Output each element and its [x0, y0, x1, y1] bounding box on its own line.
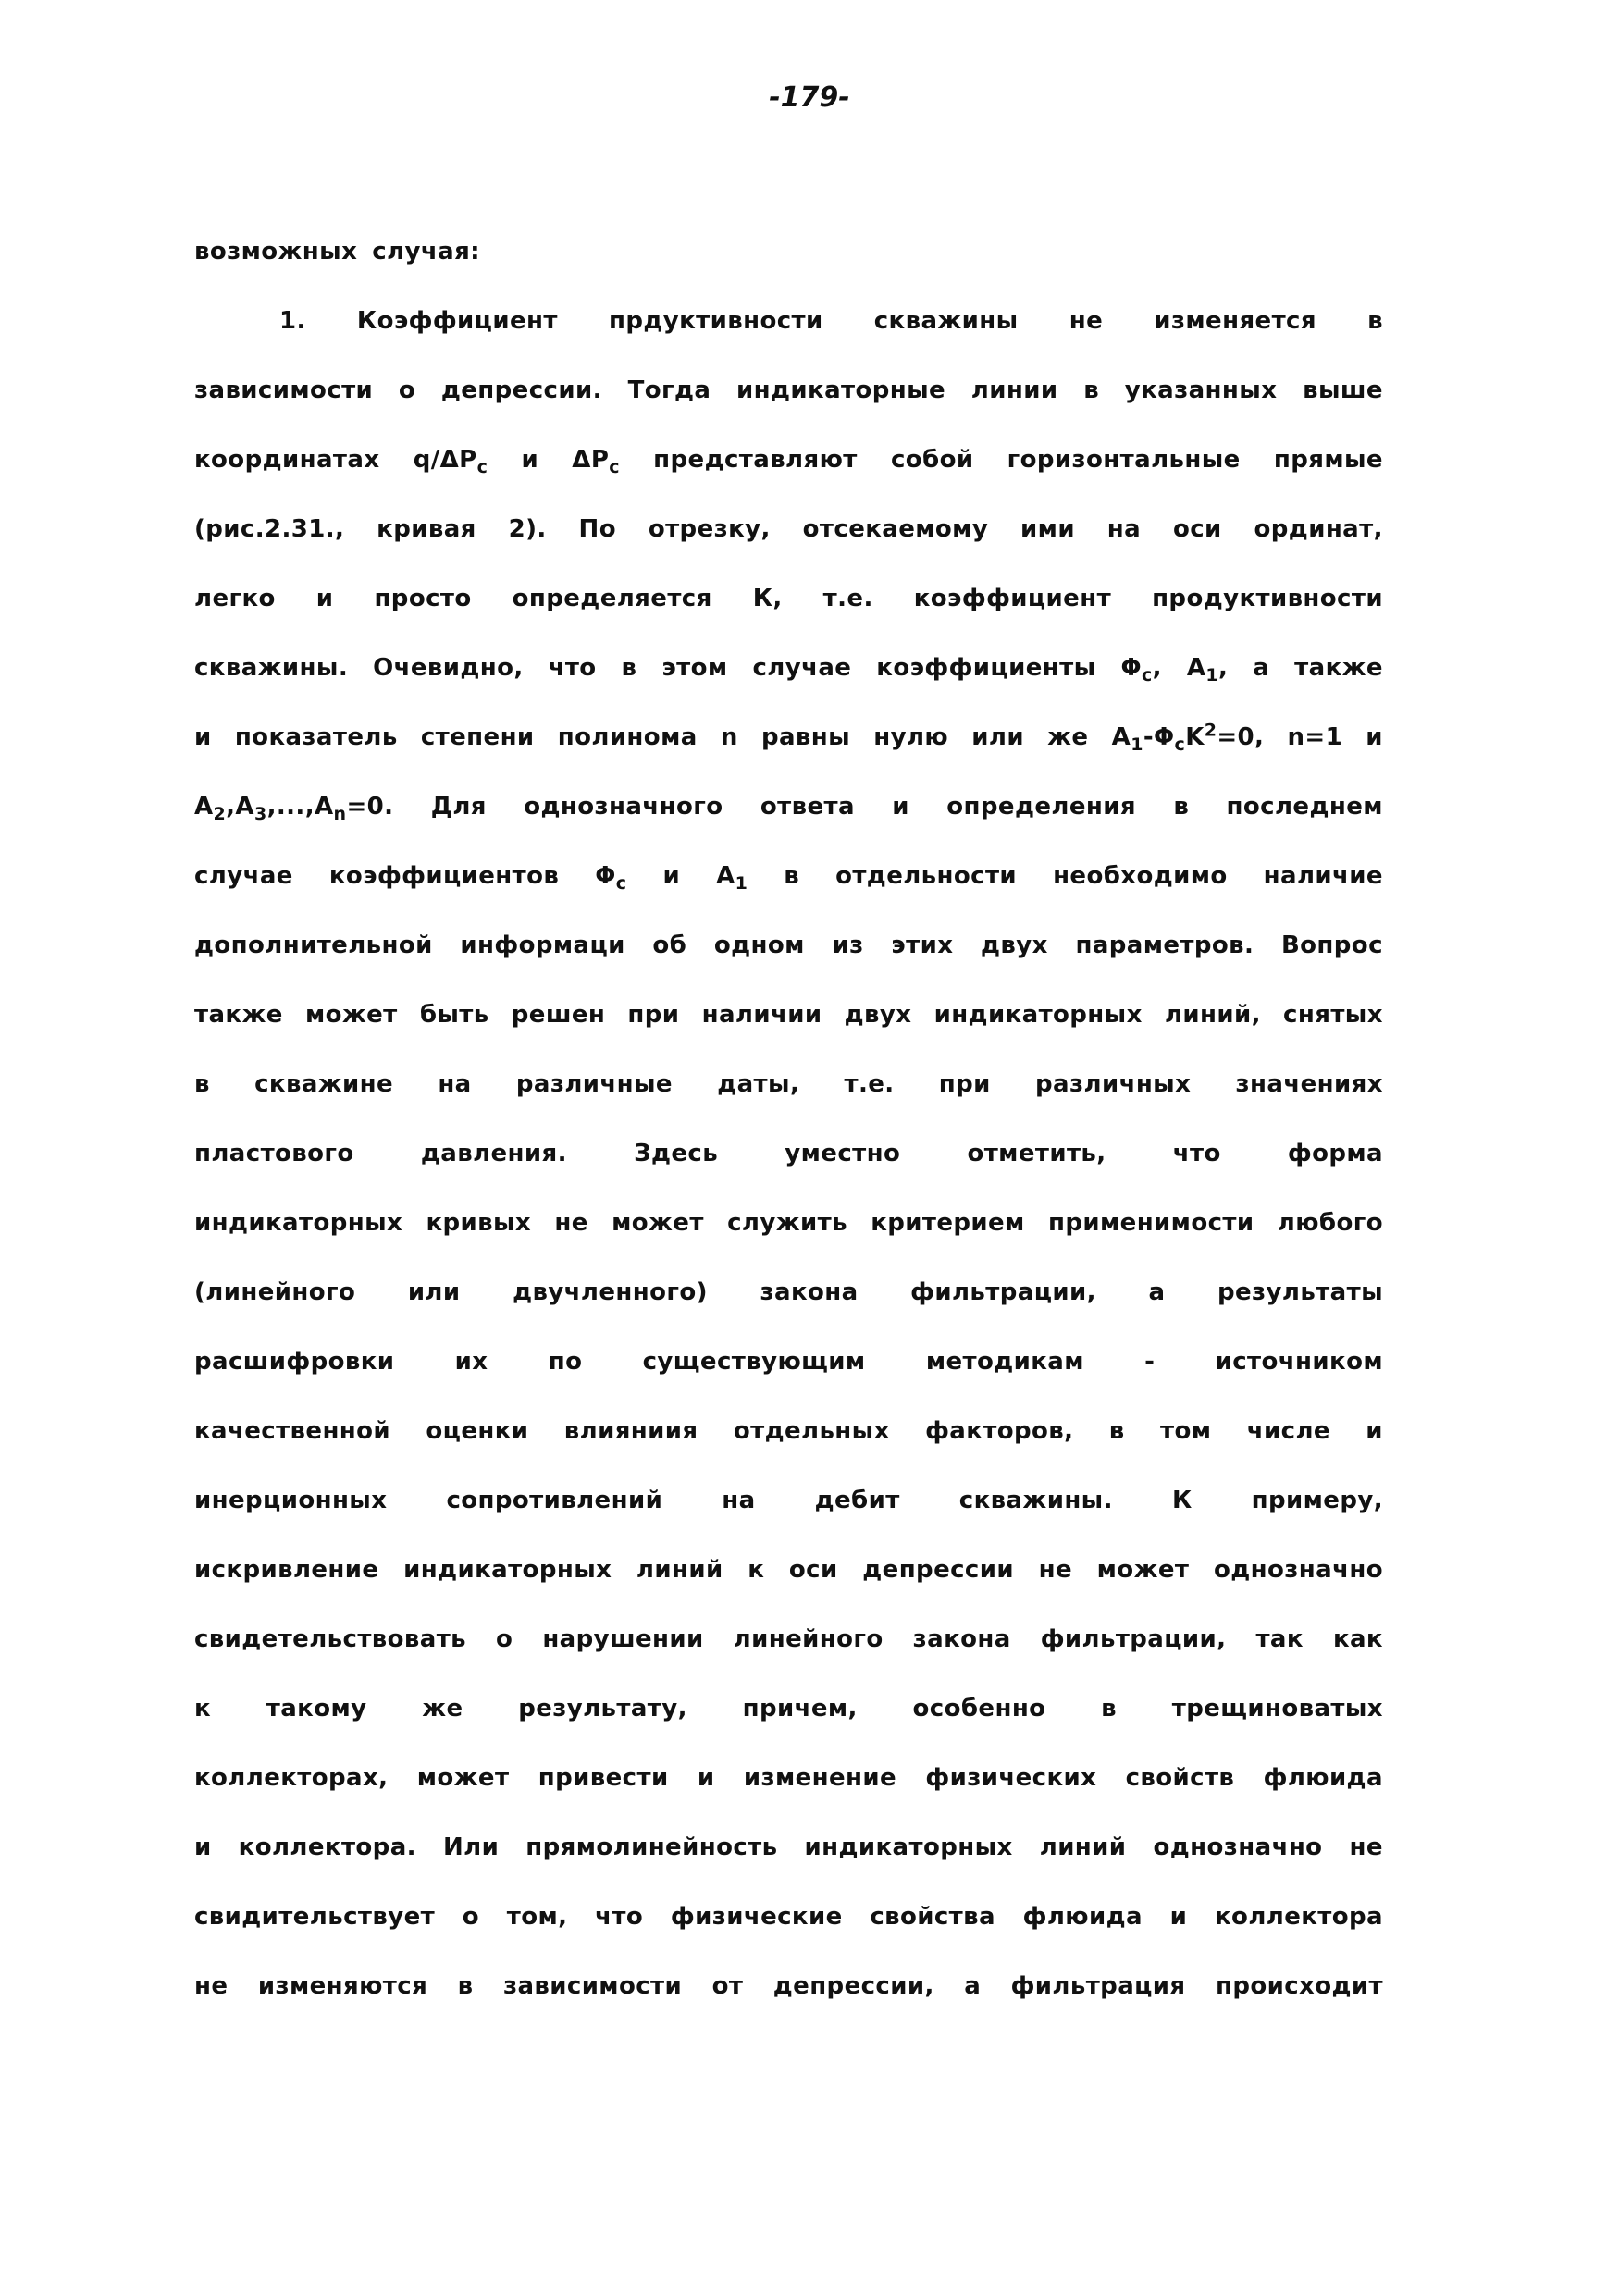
word: также: [194, 1001, 283, 1029]
text-line: [194, 925, 1383, 994]
word: и: [1366, 723, 1383, 751]
word: оценки: [426, 1417, 529, 1445]
word: применимости: [1048, 1209, 1254, 1237]
word: не: [194, 1972, 229, 2000]
word: при: [627, 1001, 680, 1029]
word: $\Phi_c$,: [1120, 654, 1162, 686]
word: или: [407, 1278, 461, 1306]
word: наличии: [701, 1001, 822, 1029]
word: искривление: [194, 1556, 379, 1584]
word: к: [194, 1695, 212, 1722]
word: как: [1332, 1625, 1383, 1653]
word: коллекторах,: [194, 1764, 389, 1792]
word: индикаторных: [403, 1556, 612, 1584]
text-line: [194, 1896, 1383, 1966]
word: $A_2,A_3,...,A_n=0$.: [194, 793, 394, 825]
word: Коэффициент: [356, 307, 558, 335]
word: не: [1038, 1556, 1073, 1584]
word: n: [720, 723, 738, 751]
word: параметров.: [1075, 932, 1254, 959]
word: инерционных: [194, 1487, 388, 1514]
word: однозначно: [1153, 1833, 1323, 1861]
word: в: [621, 654, 637, 682]
word: их: [454, 1348, 488, 1376]
word: 2).: [508, 515, 547, 543]
text-line: [194, 1549, 1383, 1619]
word: степени: [420, 723, 535, 751]
word: результаты: [1217, 1278, 1383, 1306]
word: так: [1255, 1625, 1304, 1653]
word: Очевидно,: [373, 654, 524, 682]
word: случае: [194, 862, 293, 890]
word: определяется: [512, 585, 712, 612]
word: при: [938, 1070, 991, 1098]
word: а: [964, 1972, 982, 2000]
word: указанных: [1124, 376, 1278, 404]
word: депрессии,: [772, 1972, 934, 2000]
word: уместно: [785, 1140, 901, 1167]
word: оси: [788, 1556, 838, 1584]
text-line: [194, 1619, 1383, 1688]
text-line: [194, 786, 1383, 856]
word: форма: [1287, 1140, 1383, 1167]
word: необходимо: [1053, 862, 1228, 890]
word: $\Delta P_c$: [572, 446, 620, 478]
word: в: [1173, 793, 1190, 821]
word: скважины.: [958, 1487, 1113, 1514]
word: индикаторных: [933, 1001, 1143, 1029]
word: двух: [844, 1001, 912, 1029]
word: определения: [946, 793, 1136, 821]
word: фильтрации,: [910, 1278, 1096, 1306]
word: в: [1101, 1695, 1118, 1722]
word: индикаторных: [194, 1209, 403, 1237]
text-line: [194, 370, 1383, 439]
word: зависимости: [502, 1972, 683, 2000]
word: выше: [1303, 376, 1383, 404]
word: однозначного: [524, 793, 723, 821]
word: физических: [925, 1764, 1097, 1792]
word: кривых: [426, 1209, 532, 1237]
word: фильтрация: [1010, 1972, 1186, 2000]
word: координатах: [194, 446, 380, 474]
word: К: [1171, 1487, 1193, 1514]
word: не: [1349, 1833, 1383, 1861]
word: особенно: [912, 1695, 1046, 1722]
word: отрезку,: [648, 515, 771, 543]
word: свидительствует: [194, 1903, 436, 1931]
word: изменение: [743, 1764, 897, 1792]
word: в: [784, 862, 800, 890]
word: линий: [636, 1556, 723, 1584]
word: различных: [1035, 1070, 1192, 1098]
word: однозначно: [1214, 1556, 1383, 1584]
word: $\Phi_c$: [595, 862, 627, 895]
word: n=1: [1287, 723, 1343, 751]
word: свойства: [870, 1903, 995, 1931]
word: последнем: [1226, 793, 1383, 821]
word: методикам: [925, 1348, 1084, 1376]
word: фильтрации,: [1040, 1625, 1227, 1653]
word: и: [315, 585, 334, 612]
word: двух: [981, 932, 1048, 959]
word: быть: [419, 1001, 489, 1029]
word: отдельных: [733, 1417, 890, 1445]
word: коэффициентов: [328, 862, 560, 890]
word: и: [1366, 1417, 1383, 1445]
word: из: [832, 932, 864, 959]
word: $A_1$,: [1186, 654, 1229, 686]
word: отметить,: [967, 1140, 1106, 1167]
word: т.е.: [844, 1070, 895, 1098]
text-line: [194, 994, 1383, 1064]
word: на: [438, 1070, 472, 1098]
word: примеру,: [1251, 1487, 1383, 1514]
word: ответа: [760, 793, 855, 821]
text-line: [194, 1688, 1383, 1758]
text-line: [194, 439, 1383, 509]
text-line: [194, 1272, 1383, 1341]
word: Для: [430, 793, 487, 821]
word: влияниия: [563, 1417, 698, 1445]
text-line: [194, 1966, 1383, 2035]
word: на: [722, 1487, 756, 1514]
word: легко: [194, 585, 276, 612]
word: коллектора: [1215, 1903, 1383, 1931]
word: том: [1160, 1417, 1212, 1445]
word: расшифровки: [194, 1348, 395, 1376]
word: и: [662, 862, 681, 890]
word: же: [1047, 723, 1089, 751]
word: этих: [891, 932, 954, 959]
word: не: [1069, 307, 1104, 335]
word: трещиноватых: [1171, 1695, 1383, 1722]
word: ординат,: [1254, 515, 1383, 543]
word: о: [462, 1903, 480, 1931]
word: значениях: [1235, 1070, 1383, 1098]
word: линий,: [1164, 1001, 1261, 1029]
text-line: [194, 1480, 1383, 1549]
word: линий: [1039, 1833, 1127, 1861]
word: депрессии: [862, 1556, 1014, 1584]
text-line: [194, 717, 1383, 786]
word: 1.: [279, 307, 306, 335]
word: полинома: [557, 723, 698, 751]
word: служить: [727, 1209, 847, 1237]
word: $q/\Delta P_c$: [413, 446, 488, 478]
word: индикаторных: [804, 1833, 1013, 1861]
word: этом: [661, 654, 728, 682]
word: от: [711, 1972, 744, 2000]
word: физические: [670, 1903, 843, 1931]
word: показатель: [234, 723, 398, 751]
word: скважины: [873, 307, 1019, 335]
word: о: [398, 376, 416, 404]
word: дебит: [814, 1487, 900, 1514]
text-line: [194, 1133, 1383, 1203]
word: индикаторные: [736, 376, 946, 404]
word: одном: [713, 932, 805, 959]
word: (линейного: [194, 1278, 356, 1306]
word: закона: [912, 1625, 1011, 1653]
body-text: [194, 231, 1383, 2035]
word: не: [554, 1209, 588, 1237]
word: сопротивлений: [446, 1487, 663, 1514]
text-line: [194, 1827, 1383, 1896]
word: ими: [1020, 515, 1075, 543]
word: Или: [442, 1833, 500, 1861]
text-line: [194, 1341, 1383, 1411]
word: продуктивности: [1152, 585, 1383, 612]
word: коллектора.: [238, 1833, 416, 1861]
word: критерием: [871, 1209, 1025, 1237]
word: и: [892, 793, 909, 821]
word: изменяется: [1154, 307, 1316, 335]
word: результату,: [518, 1695, 687, 1722]
word: оси: [1172, 515, 1222, 543]
word: двучленного): [513, 1278, 708, 1306]
word: $A_1$: [716, 862, 748, 895]
text-line: [194, 648, 1383, 717]
word: дополнительной: [194, 932, 433, 959]
word: и: [194, 1833, 212, 1861]
word: свидетельствовать: [194, 1625, 467, 1653]
word: в: [1367, 307, 1383, 335]
word: может: [304, 1001, 398, 1029]
word: и: [521, 446, 539, 474]
word: Вопрос: [1280, 932, 1383, 959]
word: может: [1096, 1556, 1190, 1584]
word: что: [595, 1903, 644, 1931]
word: давления.: [420, 1140, 567, 1167]
word: закона: [760, 1278, 859, 1306]
word: линейного: [733, 1625, 884, 1653]
word: возможных: [194, 238, 358, 265]
word: собой: [890, 446, 974, 474]
text-line: [194, 856, 1383, 925]
word: Здесь: [634, 1140, 719, 1167]
word: $A_1-\Phi_cK^2=0$,: [1111, 720, 1265, 756]
text-line: [194, 301, 1383, 370]
word: случая:: [372, 238, 480, 265]
word: а: [1253, 654, 1270, 682]
word: наличие: [1263, 862, 1383, 890]
word: прдуктивности: [608, 307, 823, 335]
word: случае: [752, 654, 852, 682]
word: любого: [1277, 1209, 1383, 1237]
word: кривая: [377, 515, 476, 543]
word: на: [1106, 515, 1142, 543]
word: (рис.2.31.,: [194, 515, 345, 543]
word: изменяются: [257, 1972, 428, 2000]
word: линии: [970, 376, 1058, 404]
word: По: [578, 515, 616, 543]
word: числе: [1246, 1417, 1330, 1445]
word: флюида: [1022, 1903, 1143, 1931]
word: и: [697, 1764, 715, 1792]
word: коэффициент: [913, 585, 1112, 612]
word: же: [422, 1695, 463, 1722]
word: информаци: [460, 932, 625, 959]
word: отсекаемому: [802, 515, 989, 543]
word: происходит: [1215, 1972, 1383, 2000]
word: пластового: [194, 1140, 354, 1167]
word: что: [548, 654, 597, 682]
text-line: [194, 578, 1383, 648]
word: депрессии.: [440, 376, 602, 404]
word: может: [416, 1764, 510, 1792]
word: флюида: [1263, 1764, 1383, 1792]
word: по: [548, 1348, 583, 1376]
text-line: [194, 1064, 1383, 1133]
text-line: [194, 509, 1383, 578]
word: в: [1108, 1417, 1125, 1445]
word: в: [194, 1070, 210, 1098]
word: горизонтальные: [1007, 446, 1241, 474]
word: просто: [374, 585, 472, 612]
word: и: [1169, 1903, 1188, 1931]
word: нулю: [873, 723, 949, 751]
word: причем,: [742, 1695, 858, 1722]
word: в: [1083, 376, 1100, 404]
word: скважине: [254, 1070, 394, 1098]
word: равны: [760, 723, 851, 751]
word: различные: [515, 1070, 673, 1098]
word: представляют: [653, 446, 858, 474]
word: также: [1294, 654, 1383, 682]
word: источником: [1215, 1348, 1383, 1376]
word: качественной: [194, 1417, 391, 1445]
text-line: [194, 1411, 1383, 1480]
word: факторов,: [925, 1417, 1074, 1445]
word: -: [1144, 1348, 1156, 1376]
word: отдельности: [835, 862, 1018, 890]
text-line: [194, 1203, 1383, 1272]
word: нарушении: [542, 1625, 704, 1653]
word: том,: [506, 1903, 568, 1931]
word: что: [1172, 1140, 1221, 1167]
word: К,: [752, 585, 783, 612]
word: зависимости: [194, 376, 374, 404]
text-line: [194, 1758, 1383, 1827]
word: о: [496, 1625, 513, 1653]
text-line: [194, 231, 1383, 301]
word: такому: [266, 1695, 367, 1722]
word: к: [748, 1556, 765, 1584]
word: т.е.: [822, 585, 873, 612]
word: Тогда: [627, 376, 711, 404]
word: решен: [511, 1001, 606, 1029]
word: свойств: [1125, 1764, 1235, 1792]
word: прямолинейность: [525, 1833, 778, 1861]
word: или: [971, 723, 1024, 751]
word: скважины.: [194, 654, 349, 682]
page-number: -179-: [769, 81, 850, 114]
word: снятых: [1283, 1001, 1383, 1029]
word: об: [652, 932, 687, 959]
word: и: [194, 723, 212, 751]
word: а: [1148, 1278, 1166, 1306]
word: даты,: [717, 1070, 800, 1098]
word: существующим: [642, 1348, 866, 1376]
word: может: [612, 1209, 704, 1237]
word: привести: [538, 1764, 669, 1792]
word: коэффициенты: [876, 654, 1096, 682]
word: прямые: [1273, 446, 1383, 474]
word: в: [457, 1972, 474, 2000]
